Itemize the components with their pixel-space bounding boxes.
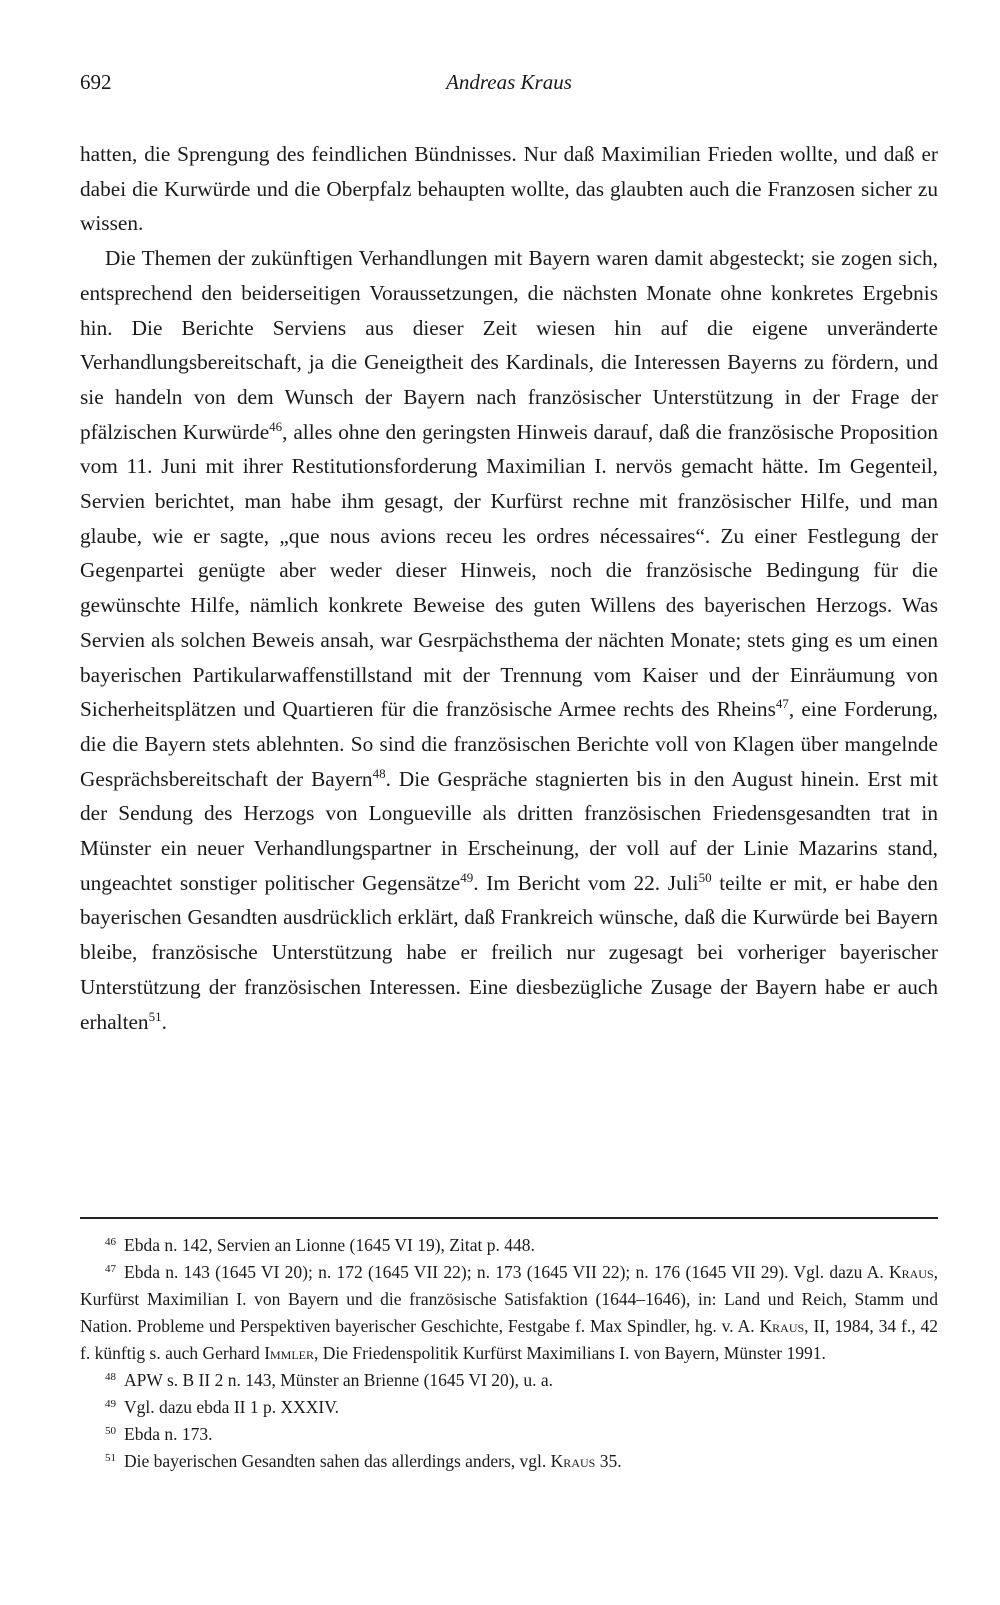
footnote-ref-49[interactable]: 49 — [460, 869, 474, 885]
author-name: Kraus — [888, 1262, 934, 1282]
paragraph-2-text-c: , eine Forderung, die die Bayern stets ablehnten. So sind die französischen Berichte voll von Klagen über mangelnde Gesprächsbereitschaft der Bayern — [80, 697, 938, 791]
paragraph-2-text-g: . — [161, 1009, 167, 1034]
footnote-text: Ebda n. 143 (1645 VI 20); n. 172 (1645 VII 22); n. 173 (1645 VII 22); n. 176 (1645 VII 29). Vgl. dazu A. — [124, 1262, 889, 1282]
paragraph-2-text-b: , alles ohne den geringsten Hinweis darauf, daß die französische Proposition vom 11. Juni mit ihrer Restitutionsforderung Maximilian I. nervös gemacht hätte. Im Gegenteil, Servien berichtet, man habe ihm gesagt, der Kurfürst rechne mit französischer Hilfe, und man glaube, wie er sagte, „que nous avions receu les ordres nécessaires“. Zu einer Festlegung der Gegenpartei genügte aber weder dieser Hinweis, noch die französische Bedingung für die gewünschte Hilfe, nämlich konkrete Beweise des guten Willens des bayerischen Herzogs. Was Servien als solchen Beweis ansah, war Gesrpächsthema der nächten Monate; stets ging es um einen bayerischen Partikularwaffenstillstand mit der Trennung vom Kaiser und der Einräumung von Sicherheitsplätzen und Quartieren für die französische Armee rechts des Rheins — [80, 419, 938, 722]
footnote-text: , II, 1984, 34 f., 42 f. künftig s. auch Gerhard — [80, 1316, 939, 1363]
body-text — [80, 137, 938, 1039]
footnote-number: 50 — [105, 1425, 116, 1437]
footnote-number: 49 — [105, 1398, 116, 1410]
running-title: Andreas Kraus — [446, 70, 572, 94]
footnote-text: 35. — [595, 1451, 622, 1471]
footnotes — [80, 1232, 938, 1475]
paragraph-2-text-f: teilte er mit, er habe den bayerischen Gesandten ausdrücklich erklärt, daß Frankreich wünsche, daß die Kurwürde bei Bayern bleibe, französische Unterstützung habe er freilich nur zugesagt bei vorheriger bayerischer Unterstützung der französischen Interessen. Eine diesbezügliche Zusage der Bayern habe er auch erhalten — [80, 870, 938, 1034]
footnote-number: 48 — [105, 1371, 116, 1383]
footnote-text: Die bayerischen Gesandten sahen das allerdings anders, vgl. — [124, 1451, 551, 1471]
footnote-text: Ebda n. 173. — [124, 1424, 213, 1444]
footnote-47 — [80, 1259, 938, 1367]
footnote-number: 46 — [105, 1236, 116, 1248]
footnote-ref-47[interactable]: 47 — [775, 696, 789, 712]
footnote-ref-51[interactable]: 51 — [148, 1008, 162, 1024]
paragraph-2 — [80, 241, 938, 1039]
footnote-46 — [80, 1232, 938, 1259]
paragraph-2-text-d: . Die Gespräche stagnierten bis in den August hinein. Erst mit der Sendung des Herzogs von Longueville als dritten französischen Friedensgesandten trat in Münster ein neuer Verhandlungspartner in Erscheinung, der voll auf der Linie Mazarins stand, ungeachtet sonstiger politischer Gegensätze — [80, 766, 938, 895]
author-name: Kraus — [759, 1316, 805, 1336]
footnote-50 — [80, 1421, 938, 1448]
footnote-ref-46[interactable]: 46 — [269, 418, 283, 434]
footnote-49 — [80, 1394, 938, 1421]
footnote-48 — [80, 1367, 938, 1394]
author-name: Kraus — [550, 1451, 596, 1471]
footnote-text: Ebda n. 142, Servien an Lionne (1645 VI 19), Zitat p. 448. — [124, 1235, 535, 1255]
footnote-text: , Die Friedenspolitik Kurfürst Maximilians I. von Bayern, Münster 1991. — [314, 1343, 826, 1363]
footnote-text: Vgl. dazu ebda II 1 p. XXXIV. — [124, 1397, 339, 1417]
footnote-number: 47 — [105, 1263, 116, 1275]
footnote-separator — [80, 1217, 938, 1219]
footnote-text: , Kurfürst Maximilian I. von Bayern und die französische Satisfaktion (1644–1646), in: Land und Reich, Stamm und Nation. Probleme und Perspektiven bayerischer Geschichte, Festgabe f. Max Spindler, hg. v. A. — [80, 1262, 938, 1336]
paragraph-1: hatten, die Sprengung des feindlichen Bündnisses. Nur daß Maximilian Frieden wollte, und daß er dabei die Kurwürde und die Oberpfalz behaupten wollte, das glaubten auch die Franzosen sicher zu wissen. — [80, 142, 938, 236]
footnote-ref-48[interactable]: 48 — [372, 765, 386, 781]
footnote-ref-50[interactable]: 50 — [698, 869, 712, 885]
footnote-text: APW s. B II 2 n. 143, Münster an Brienne (1645 VI 20), u. a. — [124, 1370, 554, 1390]
page-header — [80, 70, 938, 100]
author-name: Immler — [264, 1343, 315, 1363]
paragraph-2-text-e: . Im Bericht vom 22. Juli — [473, 870, 699, 895]
footnote-51 — [80, 1448, 938, 1475]
page-number: 692 — [80, 70, 112, 94]
paragraph-2-text-a: Die Themen der zukünftigen Verhandlungen mit Bayern waren damit abgesteckt; sie zogen sich, entsprechend den beiderseitigen Voraussetzungen, die nächsten Monate ohne konkretes Ergebnis hin. Die Berichte Serviens aus dieser Zeit wiesen hin auf die eigene unveränderte Verhandlungsbereitschaft, ja die Geneigtheit des Kardinals, die Interessen Bayerns zu fördern, und sie handeln von dem Wunsch der Bayern nach französischer Unterstützung in der Frage der pfälzischen Kurwürde — [80, 246, 938, 444]
footnote-number: 51 — [105, 1452, 116, 1464]
